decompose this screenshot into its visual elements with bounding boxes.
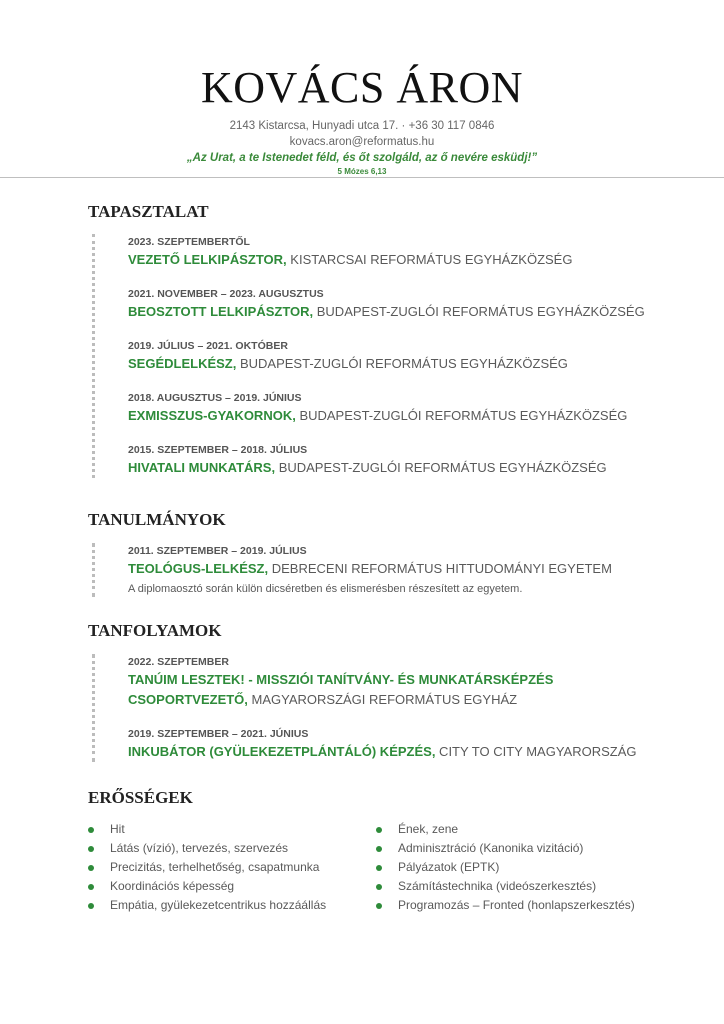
entry-role-line bbox=[128, 559, 612, 579]
section-title-experience: TAPASZTALAT bbox=[88, 202, 209, 221]
entry-date: 2018. AUGUSZTUS – 2019. JÚNIUS bbox=[128, 392, 302, 404]
entry-role: BEOSZTOTT LELKIPÁSZTOR, bbox=[128, 304, 314, 319]
person-name: KOVÁCS ÁRON bbox=[200, 63, 524, 112]
course-entry bbox=[128, 654, 638, 710]
entry-organization: BUDAPEST-ZUGLÓI REFORMÁTUS EGYHÁZKÖZSÉG bbox=[313, 304, 645, 319]
section-title-strengths: ERŐSSÉGEK bbox=[88, 788, 193, 807]
entry-date: 2015. SZEPTEMBER – 2018. JÚLIUS bbox=[128, 444, 308, 456]
entry-role-line bbox=[128, 742, 638, 762]
entry-organization: BUDAPEST-ZUGLÓI REFORMÁTUS EGYHÁZKÖZSÉG bbox=[275, 460, 607, 475]
entry-role-line bbox=[128, 302, 645, 322]
entry-role-line bbox=[128, 670, 638, 710]
bullet-icon bbox=[376, 884, 382, 890]
bible-quote: „Az Urat, a te Istenedet féld, és őt szolgáld, az ő nevére esküdj!” bbox=[186, 152, 538, 164]
entry-note: A diplomaosztó során külön dicséretben és elismerésben részesített az egyetem. bbox=[128, 583, 523, 595]
bible-quote-reference: 5 Mózes 6,13 bbox=[337, 167, 387, 176]
entry-role-line bbox=[128, 250, 645, 270]
entry-date: 2022. SZEPTEMBER bbox=[128, 656, 229, 668]
entry-date: 2021. NOVEMBER – 2023. AUGUSZTUS bbox=[128, 288, 324, 300]
list-item: Pályázatok (EPTK) bbox=[376, 858, 646, 877]
list-item: Hit bbox=[88, 820, 376, 839]
bullet-icon bbox=[88, 846, 94, 852]
entry-role: HIVATALI MUNKATÁRS, bbox=[128, 460, 276, 475]
experience-entry bbox=[128, 234, 645, 270]
list-item: Koordinációs képesség bbox=[88, 877, 376, 896]
entry-role: TEOLÓGUS-LELKÉSZ, bbox=[128, 561, 269, 576]
strengths-columns bbox=[88, 820, 648, 915]
entry-organization: CITY TO CITY MAGYARORSZÁG bbox=[435, 744, 637, 759]
entry-role-line bbox=[128, 458, 645, 478]
section-title-courses: TANFOLYAMOK bbox=[88, 621, 222, 640]
entry-organization: BUDAPEST-ZUGLÓI REFORMÁTUS EGYHÁZKÖZSÉG bbox=[236, 356, 568, 371]
education-entry bbox=[128, 543, 612, 597]
bullet-icon bbox=[88, 884, 94, 890]
experience-entry bbox=[128, 442, 645, 478]
entry-role: INKUBÁTOR (GYÜLEKEZETPLÁNTÁLÓ) KÉPZÉS, bbox=[128, 744, 436, 759]
experience-list bbox=[92, 234, 645, 478]
list-item: Empátia, gyülekezetcentrikus hozzáállás bbox=[88, 896, 376, 915]
experience-entry bbox=[128, 338, 645, 374]
entry-role-line bbox=[128, 406, 645, 426]
entry-role: SEGÉDLELKÉSZ, bbox=[128, 356, 237, 371]
strengths-list-right bbox=[376, 820, 646, 915]
entry-role: TANÚIM LESZTEK! - MISSZIÓI TANÍTVÁNY- ÉS MUNKATÁRSKÉPZÉS CSOPORTVEZETŐ, bbox=[128, 672, 554, 707]
entry-organization: DEBRECENI REFORMÁTUS HITTUDOMÁNYI EGYETEM bbox=[268, 561, 612, 576]
bullet-icon bbox=[376, 846, 382, 852]
education-list bbox=[92, 543, 612, 597]
entry-organization: BUDAPEST-ZUGLÓI REFORMÁTUS EGYHÁZKÖZSÉG bbox=[295, 408, 628, 423]
address-phone-line: 2143 Kistarcsa, Hunyadi utca 17. · +36 30 117 0846 bbox=[229, 120, 495, 132]
strengths-list-left bbox=[88, 820, 376, 915]
bullet-icon bbox=[376, 903, 382, 909]
list-item: Adminisztráció (Kanonika vizitáció) bbox=[376, 839, 646, 858]
entry-role: VEZETŐ LELKIPÁSZTOR, bbox=[128, 252, 287, 267]
experience-entry bbox=[128, 390, 645, 426]
entry-date: 2011. SZEPTEMBER – 2019. JÚLIUS bbox=[128, 545, 307, 557]
section-title-education: TANULMÁNYOK bbox=[88, 510, 226, 529]
entry-date: 2023. SZEPTEMBERTŐL bbox=[128, 236, 250, 248]
experience-entry bbox=[128, 286, 645, 322]
list-item: Programozás – Fronted (honlapszerkesztés) bbox=[376, 896, 646, 915]
bullet-icon bbox=[88, 865, 94, 871]
bullet-icon bbox=[88, 903, 94, 909]
header-divider bbox=[0, 177, 724, 178]
email-address: kovacs.aron@reformatus.hu bbox=[289, 136, 435, 148]
list-item: Látás (vízió), tervezés, szervezés bbox=[88, 839, 376, 858]
list-item: Precizitás, terhelhetőség, csapatmunka bbox=[88, 858, 376, 877]
course-entry bbox=[128, 726, 638, 762]
list-item: Számítástechnika (videószerkesztés) bbox=[376, 877, 646, 896]
resume-header bbox=[0, 0, 724, 178]
bullet-icon bbox=[376, 827, 382, 833]
entry-date: 2019. SZEPTEMBER – 2021. JÚNIUS bbox=[128, 728, 309, 740]
entry-date: 2019. JÚLIUS – 2021. OKTÓBER bbox=[128, 340, 288, 352]
bullet-icon bbox=[88, 827, 94, 833]
entry-organization: MAGYARORSZÁGI REFORMÁTUS EGYHÁZ bbox=[247, 692, 518, 707]
courses-list bbox=[92, 654, 638, 762]
entry-role: EXMISSZUS-GYAKORNOK, bbox=[128, 408, 296, 423]
list-item: Ének, zene bbox=[376, 820, 646, 839]
bullet-icon bbox=[376, 865, 382, 871]
entry-role-line bbox=[128, 354, 645, 374]
entry-organization: KISTARCSAI REFORMÁTUS EGYHÁZKÖZSÉG bbox=[286, 252, 573, 267]
